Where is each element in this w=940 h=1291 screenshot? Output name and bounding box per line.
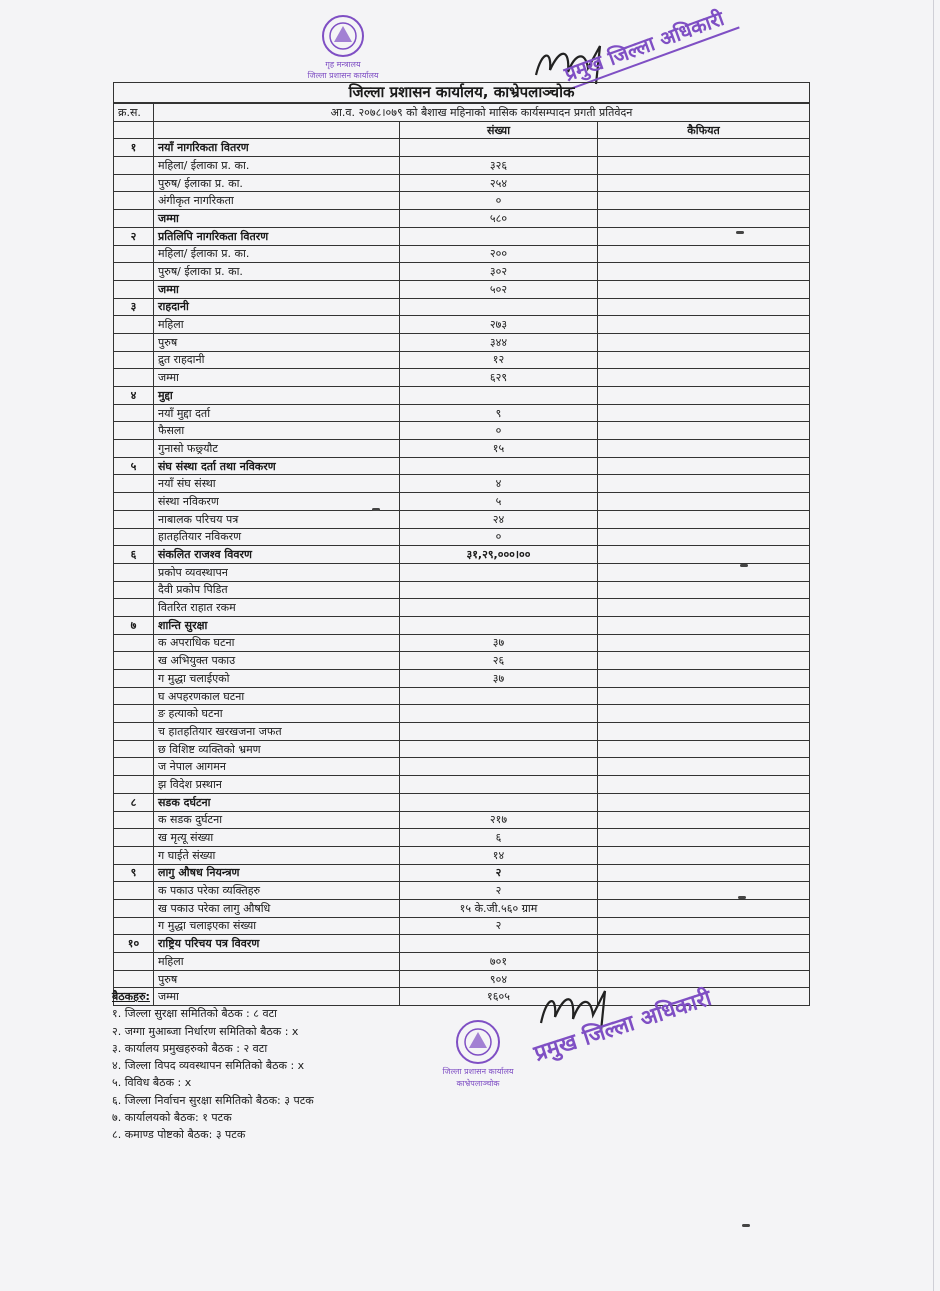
table-row (114, 422, 810, 440)
header-empty-sn (114, 121, 154, 139)
row-label: ङ हत्याको घटना (154, 705, 400, 723)
sn-cell (114, 475, 154, 493)
row-value: ७०१ (400, 953, 598, 971)
table-row (114, 917, 810, 935)
row-value: २६ (400, 652, 598, 670)
row-label: ग मुद्धा चलाइएका संख्या (154, 917, 400, 935)
row-label: संस्था नविकरण (154, 493, 400, 511)
row-value: २४ (400, 510, 598, 528)
row-value: ४ (400, 475, 598, 493)
row-label: महिला/ ईलाका प्र. का. (154, 245, 400, 263)
remarks-cell (598, 634, 810, 652)
sn-cell (114, 440, 154, 458)
sn-header: क्र.स. (114, 103, 154, 121)
row-value: २०० (400, 245, 598, 263)
row-value (400, 705, 598, 723)
row-value: ९०४ (400, 970, 598, 988)
section-value: २ (400, 864, 598, 882)
row-label: दैवी प्रकोप पिडित (154, 581, 400, 599)
row-value (400, 723, 598, 741)
sn-cell (114, 599, 154, 617)
row-label: जम्मा (154, 369, 400, 387)
sn-cell (114, 846, 154, 864)
seal-line-2: जिल्ला प्रशासन कार्यालय (307, 71, 379, 80)
table-row (114, 846, 810, 864)
row-value: २ (400, 917, 598, 935)
table-row (114, 475, 810, 493)
sn-cell (114, 528, 154, 546)
remarks-cell (598, 227, 810, 245)
remarks-cell (598, 670, 810, 688)
row-label: जम्मा (154, 280, 400, 298)
remarks-cell (598, 139, 810, 157)
remarks-cell (598, 510, 810, 528)
report-title-row (114, 103, 810, 121)
remarks-cell (598, 829, 810, 847)
remarks-cell (598, 935, 810, 953)
section-value: ३१,२९,०००।०० (400, 546, 598, 564)
seal-line-1: गृह मन्त्रालय (325, 60, 361, 69)
row-label: क पकाउ परेका व्यक्तिहरु (154, 882, 400, 900)
remarks-cell (598, 882, 810, 900)
row-value: ६ (400, 829, 598, 847)
section-header-row (114, 227, 810, 245)
sn-cell (114, 899, 154, 917)
table-row (114, 263, 810, 281)
office-title-row (114, 83, 810, 104)
row-value (400, 563, 598, 581)
row-label: हातहतियार नविकरण (154, 528, 400, 546)
remarks-cell (598, 723, 810, 741)
row-label: अंगीकृत नागरिकता (154, 192, 400, 210)
section-value (400, 227, 598, 245)
meeting-item: १. जिल्ला सुरक्षा समितिको बैठक : ८ वटा (112, 1007, 277, 1021)
row-label: प्रकोप व्यवस्थापन (154, 563, 400, 581)
row-label: जम्मा (154, 210, 400, 228)
remarks-header: कैफियत (598, 121, 810, 139)
remarks-cell (598, 563, 810, 581)
sn-cell (114, 917, 154, 935)
report-title: आ.व. २०७८।०७९ को बैशाख महिनाको मासिक कार्यसम्पादन प्रगती प्रतिवेदन (154, 103, 810, 121)
section-title: राष्ट्रिय परिचय पत्र विवरण (154, 935, 400, 953)
row-value: ३४४ (400, 333, 598, 351)
sn-cell (114, 174, 154, 192)
remarks-cell (598, 687, 810, 705)
row-value (400, 599, 598, 617)
table-row (114, 245, 810, 263)
remarks-cell (598, 528, 810, 546)
table-row (114, 210, 810, 228)
remarks-cell (598, 493, 810, 511)
sn-cell (114, 369, 154, 387)
header-empty-label (154, 121, 400, 139)
row-label: महिला/ ईलाका प्र. का. (154, 157, 400, 175)
sn-cell (114, 351, 154, 369)
remarks-cell (598, 740, 810, 758)
section-number: ८ (114, 793, 154, 811)
remarks-cell (598, 316, 810, 334)
sn-cell (114, 422, 154, 440)
section-title: नयाँ नागरिकता वितरण (154, 139, 400, 157)
sn-cell (114, 192, 154, 210)
row-label: झ विदेश प्रस्थान (154, 776, 400, 794)
row-label: पुरुष (154, 333, 400, 351)
table-row (114, 899, 810, 917)
table-row (114, 723, 810, 741)
section-value (400, 935, 598, 953)
ink-speck (742, 1224, 750, 1227)
remarks-cell (598, 210, 810, 228)
row-label: महिला (154, 316, 400, 334)
table-row (114, 634, 810, 652)
row-label: वितरित राहात रकम (154, 599, 400, 617)
row-label: पुरुष (154, 970, 400, 988)
row-label: ख अभियुक्त पकाउ (154, 652, 400, 670)
row-value: ३२६ (400, 157, 598, 175)
sn-cell (114, 210, 154, 228)
remarks-cell (598, 864, 810, 882)
remarks-cell (598, 422, 810, 440)
remarks-cell (598, 616, 810, 634)
meeting-item: २. जग्गा मुआब्जा निर्धारण समितिको बैठक : x (112, 1024, 299, 1038)
remarks-cell (598, 776, 810, 794)
row-label: घ अपहरणकाल घटना (154, 687, 400, 705)
ink-speck (372, 508, 380, 511)
row-value: ५ (400, 493, 598, 511)
section-header-row (114, 387, 810, 405)
remarks-cell (598, 793, 810, 811)
row-value: २५४ (400, 174, 598, 192)
sn-cell (114, 829, 154, 847)
meetings-title: बैठकहरु: (112, 990, 150, 1003)
government-seal-top (300, 12, 386, 84)
sn-cell (114, 723, 154, 741)
meeting-item: ३. कार्यालय प्रमुखहरुको बैठक : २ वटा (112, 1041, 268, 1055)
section-header-row (114, 864, 810, 882)
row-label: नयाँ संघ संस्था (154, 475, 400, 493)
sn-cell (114, 333, 154, 351)
section-title: राहदानी (154, 298, 400, 316)
section-title: मुद्दा (154, 387, 400, 405)
row-value: २१७ (400, 811, 598, 829)
row-value (400, 758, 598, 776)
section-value (400, 616, 598, 634)
section-title: संघ संस्था दर्ता तथा नविकरण (154, 457, 400, 475)
row-value: ९ (400, 404, 598, 422)
remarks-cell (598, 705, 810, 723)
table-row (114, 758, 810, 776)
section-value (400, 793, 598, 811)
remarks-cell (598, 811, 810, 829)
remarks-cell (598, 174, 810, 192)
section-header-row (114, 298, 810, 316)
sn-cell (114, 740, 154, 758)
sn-cell (114, 510, 154, 528)
section-title: प्रतिलिपि नागरिकता वितरण (154, 227, 400, 245)
table-row (114, 333, 810, 351)
row-value: १६०५ (400, 988, 598, 1006)
remarks-cell (598, 599, 810, 617)
table-row (114, 599, 810, 617)
meeting-item: ८. कमाण्ड पोष्टको बैठक: ३ पटक (112, 1128, 246, 1142)
remarks-cell (598, 369, 810, 387)
table-row (114, 280, 810, 298)
row-label: ग मुद्धा चलाईएको (154, 670, 400, 688)
section-number: २ (114, 227, 154, 245)
section-title: संकलित राजश्व विवरण (154, 546, 400, 564)
row-label: नाबालक परिचय पत्र (154, 510, 400, 528)
page-edge (933, 0, 934, 1291)
table-row (114, 440, 810, 458)
sn-cell (114, 404, 154, 422)
section-number: १० (114, 935, 154, 953)
section-number: १ (114, 139, 154, 157)
column-header-row (114, 121, 810, 139)
meeting-item: ४. जिल्ला विपद व्यवस्थापन समितिको बैठक : x (112, 1059, 305, 1073)
row-label: क सडक दुर्घटना (154, 811, 400, 829)
seal-emblem-icon (432, 1018, 524, 1096)
row-label: ख मृत्यू संख्या (154, 829, 400, 847)
remarks-cell (598, 457, 810, 475)
remarks-cell (598, 157, 810, 175)
seal-emblem-icon (300, 12, 386, 84)
sn-cell (114, 493, 154, 511)
count-header: संख्या (400, 121, 598, 139)
sn-cell (114, 670, 154, 688)
remarks-cell (598, 404, 810, 422)
table-row (114, 493, 810, 511)
office-title: जिल्ला प्रशासन कार्यालय, काभ्रेपलाञ्चोक (114, 83, 810, 104)
sn-cell (114, 157, 154, 175)
section-value (400, 139, 598, 157)
remarks-cell (598, 475, 810, 493)
seal-line-2: जिल्ला प्रशासन कार्यालय (442, 1067, 514, 1076)
sn-cell (114, 970, 154, 988)
row-label: ज नेपाल आगमन (154, 758, 400, 776)
section-header-row (114, 546, 810, 564)
row-value: १२ (400, 351, 598, 369)
row-label: पुरुष/ ईलाका प्र. का. (154, 174, 400, 192)
row-value (400, 581, 598, 599)
remarks-cell (598, 652, 810, 670)
sn-cell (114, 280, 154, 298)
section-header-row (114, 935, 810, 953)
row-value: २ (400, 882, 598, 900)
sn-cell (114, 811, 154, 829)
remarks-cell (598, 192, 810, 210)
sn-cell (114, 705, 154, 723)
section-number: ६ (114, 546, 154, 564)
row-value: १५ (400, 440, 598, 458)
government-seal-bottom (432, 1018, 524, 1096)
table-row (114, 404, 810, 422)
table-row (114, 882, 810, 900)
sn-cell (114, 245, 154, 263)
sn-cell (114, 953, 154, 971)
section-title: शान्ति सुरक्षा (154, 616, 400, 634)
row-value: ३७ (400, 634, 598, 652)
remarks-cell (598, 899, 810, 917)
table-row (114, 953, 810, 971)
table-row (114, 157, 810, 175)
row-value: ६२९ (400, 369, 598, 387)
row-label: ग घाईते संख्या (154, 846, 400, 864)
meeting-item: ५. विविध बैठक : x (112, 1076, 192, 1090)
sn-cell (114, 652, 154, 670)
row-label: छ विशिष्ट व्यक्तिको भ्रमण (154, 740, 400, 758)
sn-cell (114, 563, 154, 581)
row-value: ५०२ (400, 280, 598, 298)
row-label: द्रुत राहदानी (154, 351, 400, 369)
meeting-item: ७. कार्यालयको बैठक: १ पटक (112, 1111, 232, 1125)
remarks-cell (598, 440, 810, 458)
row-value: ० (400, 528, 598, 546)
section-number: ७ (114, 616, 154, 634)
row-value: ० (400, 422, 598, 440)
sn-cell (114, 882, 154, 900)
table-row (114, 316, 810, 334)
table-row (114, 369, 810, 387)
table-row (114, 563, 810, 581)
ink-speck (740, 564, 748, 567)
remarks-cell (598, 953, 810, 971)
row-label: ख पकाउ परेका लागु औषधि (154, 899, 400, 917)
table-row (114, 705, 810, 723)
row-value: ३७ (400, 670, 598, 688)
remarks-cell (598, 351, 810, 369)
sn-cell (114, 776, 154, 794)
row-value (400, 687, 598, 705)
section-header-row (114, 793, 810, 811)
row-label: च हातहतियार खरखजना जफत (154, 723, 400, 741)
row-value: १४ (400, 846, 598, 864)
officer-stamp-bottom-text: प्रमुख जिल्ला अधिकारी (531, 985, 715, 1067)
officer-stamp-top-text: प्रमुख जिल्ला अधिकारी (560, 6, 728, 87)
section-number: ९ (114, 864, 154, 882)
remarks-cell (598, 245, 810, 263)
table-row (114, 192, 810, 210)
meeting-item: ६. जिल्ला निर्वाचन सुरक्षा समितिको बैठक: ३ पटक (112, 1093, 314, 1107)
remarks-cell (598, 581, 810, 599)
table-row (114, 174, 810, 192)
table-row (114, 740, 810, 758)
table-row (114, 829, 810, 847)
ink-speck (738, 896, 746, 899)
table-row (114, 510, 810, 528)
row-value: ० (400, 192, 598, 210)
sn-cell (114, 634, 154, 652)
sn-cell (114, 263, 154, 281)
row-label: पुरुष/ ईलाका प्र. का. (154, 263, 400, 281)
remarks-cell (598, 387, 810, 405)
row-value: १५ के.जी.५६० ग्राम (400, 899, 598, 917)
section-title: सडक दर्घटना (154, 793, 400, 811)
sn-cell (114, 687, 154, 705)
remarks-cell (598, 917, 810, 935)
sn-cell (114, 581, 154, 599)
ink-speck (736, 231, 744, 234)
row-value (400, 740, 598, 758)
row-label: नयाँ मुद्दा दर्ता (154, 404, 400, 422)
section-value (400, 387, 598, 405)
remarks-cell (598, 298, 810, 316)
remarks-cell (598, 846, 810, 864)
remarks-cell (598, 280, 810, 298)
row-value: २७३ (400, 316, 598, 334)
section-value (400, 298, 598, 316)
table-row (114, 351, 810, 369)
remarks-cell (598, 758, 810, 776)
remarks-cell (598, 263, 810, 281)
sn-cell (114, 758, 154, 776)
table-row (114, 528, 810, 546)
section-header-row (114, 616, 810, 634)
row-value (400, 776, 598, 794)
table-row (114, 687, 810, 705)
section-header-row (114, 457, 810, 475)
row-label: जम्मा (154, 988, 400, 1006)
row-value: ३०२ (400, 263, 598, 281)
row-value: ५८० (400, 210, 598, 228)
remarks-cell (598, 546, 810, 564)
section-title: लागु औषध नियन्त्रण (154, 864, 400, 882)
table-row (114, 652, 810, 670)
row-label: महिला (154, 953, 400, 971)
remarks-cell (598, 333, 810, 351)
table-row (114, 581, 810, 599)
table-row (114, 811, 810, 829)
table-row (114, 670, 810, 688)
row-label: क अपराधिक घटना (154, 634, 400, 652)
section-number: ५ (114, 457, 154, 475)
progress-report-table (113, 82, 810, 1006)
meetings-list (112, 988, 314, 1144)
section-value (400, 457, 598, 475)
section-number: ४ (114, 387, 154, 405)
row-label: गुनासो फछ्र्यौट (154, 440, 400, 458)
seal-line-3: काभ्रेपलाञ्चोक (456, 1079, 500, 1088)
sn-cell (114, 316, 154, 334)
row-label: फैसला (154, 422, 400, 440)
table-row (114, 776, 810, 794)
section-header-row (114, 139, 810, 157)
section-number: ३ (114, 298, 154, 316)
